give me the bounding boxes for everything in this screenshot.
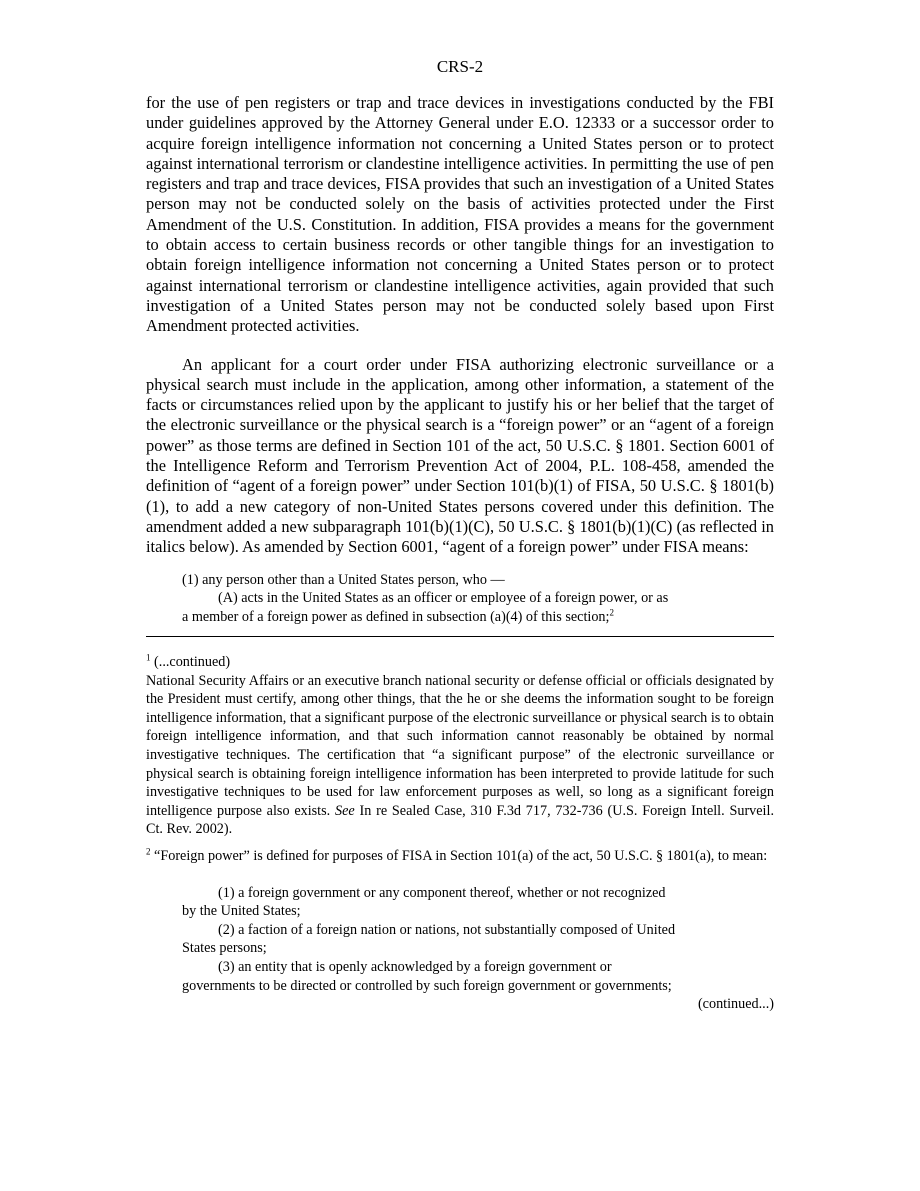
footnote-2-item-3-rest: governments to be directed or controlled by such foreign government or governments; [182,977,672,994]
footnote-1-text-b: In re Sealed Case, 310 F.3d 717, 732-736 (U.S. Foreign Intell. Surveil. Ct. Rev. 2002). [146,802,774,838]
footnote-2-text [146,847,774,866]
footnote-2-list [146,884,774,996]
footnote-2-item-3 [146,958,774,995]
footnote-separator [146,636,774,637]
footnote-2-item-1-first: (1) a foreign government or any component thereof, whether or not recognized [218,884,666,901]
footnote-2-item-2 [146,921,774,958]
quote-item-a-rest-text: a member of a foreign power as defined in subsection (a)(4) of this section; [182,608,610,625]
footnote-1-see: See [335,802,355,819]
document-page [146,0,774,1014]
footnote-2-item-3-first: (3) an entity that is openly acknowledged by a foreign government or [218,958,612,975]
footnote-2-marker: 2 [146,846,151,857]
footnote-2-item-1 [146,884,774,921]
footnote-continued-label: (continued...) [697,996,774,1013]
footnote-2-item-2-rest: States persons; [182,940,267,957]
quote-item-a-rest [182,608,774,627]
footnote-2-item-1-rest: by the United States; [182,903,301,920]
footnote-1-text-a: National Security Affairs or an executive branch national security or defense official or officials designated by the President must certify, among other things, that the he or she deems the information sought to be foreign intelligence information, that a significant purpose of the electronic surveillance or physical search is to obtain foreign intelligence information, and that such information cannot reasonably be obtained by normal investigative techniques. The certification that “a significant purpose” of the electronic surveillance or physical search is obtaining foreign intelligence information has been interpreted to provide latitude for such investigative techniques to be used for law enforcement purposes as well, so long as a significant foreign intelligence purpose also exists. [146,672,774,819]
footnote-ref-2[interactable]: 2 [609,606,614,617]
footnote-1-head [146,653,774,672]
footnote-1-text [146,672,774,839]
footnote-1-marker: 1 [146,652,151,663]
body-paragraph-2: An applicant for a court order under FISA authorizing electronic surveillance or a physical search must include in the application, among other information, a statement of the facts or circumstances relied upon by the applicant to justify his or her belief that the target of the electronic surveillance or the physical search is a “foreign power” or an “agent of a foreign power” as those terms are defined in Section 101 of the act, 50 U.S.C. § 1801. Section 6001 of the Intelligence Reform and Terrorism Prevention Act of 2004, P.L. 108-458, amended the definition of “agent of a foreign power” under Section 101(b)(1) of FISA, 50 U.S.C. § 1801(b)(1), to add a new category of non-United States persons covered under this definition. The amendment added a new subparagraph 101(b)(1)(C), 50 U.S.C. § 1801(b)(1)(C) (as reflected in italics below). As amended by Section 6001, “agent of a foreign power” under FISA means: [146,354,774,557]
block-quote [146,571,774,627]
footnote-2-item-2-first: (2) a faction of a foreign nation or nations, not substantially composed of United [218,921,676,938]
quote-line-1: (1) any person other than a United States person, who — [182,571,505,588]
footnote-2-intro: “Foreign power” is defined for purposes of FISA in Section 101(a) of the act, 50 U.S.C. § 1801(a), to mean: [150,847,768,864]
page-header: CRS-2 [436,57,484,76]
quote-item-a-first: (A) acts in the United States as an officer or employee of a foreign power, or as [218,590,669,607]
quote-item-a [146,589,774,626]
body-paragraph-1: for the use of pen registers or trap and trace devices in investigations conducted by the FBI under guidelines approved by the Attorney General under E.O. 12333 or a successor order to acquire foreign intelligence information not concerning a United States person or to protect against international terrorism or clandestine intelligence activities. In permitting the use of pen registers and trap and trace devices, FISA provides that such an investigation of a United States person may not be conducted solely on the basis of activities protected under the First Amendment of the U.S. Constitution. In addition, FISA provides a means for the government to obtain access to certain business records or other tangible things for an investigation to obtain foreign intelligence information not concerning a United States person or to protect against international terrorism or clandestine intelligence activities, again provided that such investigation of a United States person may not be conducted solely based upon First Amendment protected activities. [146,93,774,336]
footnote-1-continued: (...continued) [150,654,231,671]
